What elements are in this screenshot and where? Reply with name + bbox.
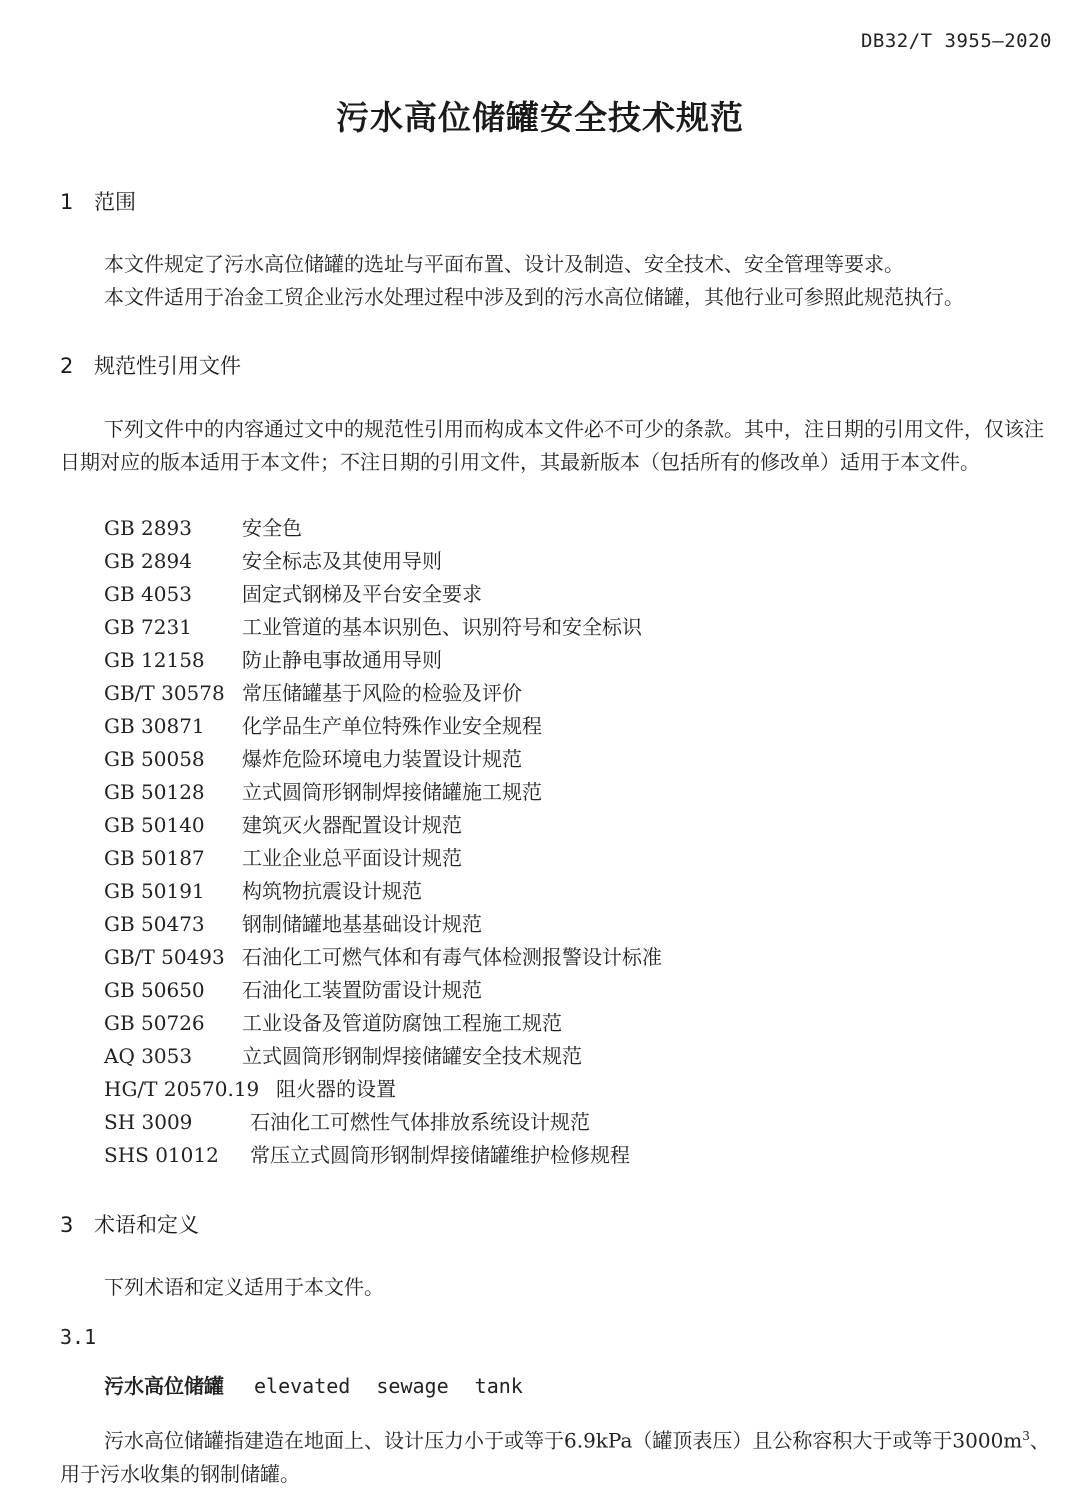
section-3-heading <box>60 1209 199 1239</box>
reference-row <box>104 1106 590 1139</box>
reference-code: AQ 3053 <box>104 1044 193 1068</box>
reference-title: 防止静电事故通用导则 <box>242 648 442 672</box>
reference-row <box>104 677 522 710</box>
reference-title: 钢制储罐地基基础设计规范 <box>242 912 482 936</box>
reference-row <box>104 941 662 974</box>
reference-row <box>104 1007 562 1040</box>
paragraph: 下列术语和定义适用于本文件。 <box>104 1275 384 1299</box>
reference-code: GB 2894 <box>104 549 192 573</box>
reference-title: 安全色 <box>242 516 302 540</box>
term-chinese: 污水高位储罐 <box>104 1374 224 1398</box>
definition-text-end: 、用于污水收集的钢制储罐。 <box>60 1428 1050 1486</box>
reference-title: 化学品生产单位特殊作业安全规程 <box>242 714 542 738</box>
reference-code: GB 30871 <box>104 714 205 738</box>
reference-title: 常压立式圆筒形钢制焊接储罐维护检修规程 <box>250 1143 630 1167</box>
term-english: elevated sewage tank <box>254 1374 523 1398</box>
reference-code: SH 3009 <box>104 1110 193 1134</box>
reference-title: 建筑灭火器配置设计规范 <box>242 813 462 837</box>
reference-title: 常压储罐基于风险的检验及评价 <box>242 681 522 705</box>
paragraph: 本文件规定了污水高位储罐的选址与平面布置、设计及制造、安全技术、安全管理等要求。 <box>104 252 904 276</box>
reference-title: 工业企业总平面设计规范 <box>242 846 462 870</box>
reference-code: HG/T 20570.19 <box>104 1077 260 1101</box>
reference-code: GB 50058 <box>104 747 205 771</box>
reference-code: GB 7231 <box>104 615 192 639</box>
reference-title: 工业设备及管道防腐蚀工程施工规范 <box>242 1011 562 1035</box>
reference-code: GB 50128 <box>104 780 205 804</box>
section-title: 规范性引用文件 <box>94 354 241 378</box>
reference-row <box>104 842 462 875</box>
paragraph: 本文件适用于冶金工贸企业污水处理过程中涉及到的污水高位储罐，其他行业可参照此规范执行。 <box>104 285 964 309</box>
reference-title: 爆炸危险环境电力装置设计规范 <box>242 747 522 771</box>
reference-row <box>104 578 482 611</box>
reference-title: 立式圆筒形钢制焊接储罐安全技术规范 <box>242 1044 582 1068</box>
term-definition <box>60 1420 1050 1491</box>
reference-code: GB 50473 <box>104 912 205 936</box>
reference-row <box>104 644 442 677</box>
reference-row <box>104 710 542 743</box>
subsection-number: 3.1 <box>60 1325 97 1349</box>
reference-row <box>104 809 462 842</box>
definition-superscript: 3 <box>1022 1429 1030 1443</box>
reference-title: 安全标志及其使用导则 <box>242 549 442 573</box>
reference-code: GB/T 50493 <box>104 945 225 969</box>
paragraph: 下列文件中的内容通过文中的规范性引用而构成本文件必不可少的条款。其中，注日期的引用文件，仅该注日期对应的版本适用于本文件；不注日期的引用文件，其最新版本（包括所有的修改单）适用于本文件。 <box>60 417 1044 474</box>
reference-code: GB 50187 <box>104 846 205 870</box>
reference-code: GB 4053 <box>104 582 192 606</box>
reference-code: GB/T 30578 <box>104 681 225 705</box>
reference-code: GB 12158 <box>104 648 205 672</box>
reference-code: GB 2893 <box>104 516 192 540</box>
section-number: 1 <box>60 190 74 214</box>
reference-code: GB 50726 <box>104 1011 205 1035</box>
section-2-heading <box>60 350 241 380</box>
reference-row <box>104 1139 630 1172</box>
reference-row <box>104 611 642 644</box>
term-entry <box>104 1370 523 1403</box>
section-title: 范围 <box>94 190 136 214</box>
reference-row <box>104 875 422 908</box>
reference-title: 工业管道的基本识别色、识别符号和安全标识 <box>242 615 642 639</box>
section-1-heading <box>60 186 136 216</box>
section-number: 3 <box>60 1213 74 1237</box>
reference-title: 立式圆筒形钢制焊接储罐施工规范 <box>242 780 542 804</box>
reference-code: GB 50140 <box>104 813 205 837</box>
definition-text: 污水高位储罐指建造在地面上、设计压力小于或等于6.9kPa（罐顶表压）且公称容积大于或等于3000m <box>104 1428 1023 1453</box>
reference-row <box>104 908 482 941</box>
reference-title: 固定式钢梯及平台安全要求 <box>242 582 482 606</box>
document-code: DB32/T 3955—2020 <box>860 30 1052 52</box>
reference-row <box>104 512 302 545</box>
page-title: 污水高位储罐安全技术规范 <box>336 98 744 137</box>
reference-row <box>104 1040 582 1073</box>
reference-title: 石油化工装置防雷设计规范 <box>242 978 482 1002</box>
section-title: 术语和定义 <box>94 1213 199 1237</box>
reference-title: 阻火器的设置 <box>276 1077 396 1101</box>
reference-row <box>104 1073 396 1106</box>
reference-row <box>104 776 542 809</box>
reference-row <box>104 974 482 1007</box>
reference-row <box>104 743 522 776</box>
reference-title: 构筑物抗震设计规范 <box>242 879 422 903</box>
reference-title: 石油化工可燃气体和有毒气体检测报警设计标准 <box>242 945 662 969</box>
reference-code: SHS 01012 <box>104 1143 219 1167</box>
section-number: 2 <box>60 354 74 378</box>
reference-code: GB 50191 <box>104 879 205 903</box>
reference-title: 石油化工可燃性气体排放系统设计规范 <box>250 1110 590 1134</box>
reference-row <box>104 545 442 578</box>
reference-code: GB 50650 <box>104 978 205 1002</box>
